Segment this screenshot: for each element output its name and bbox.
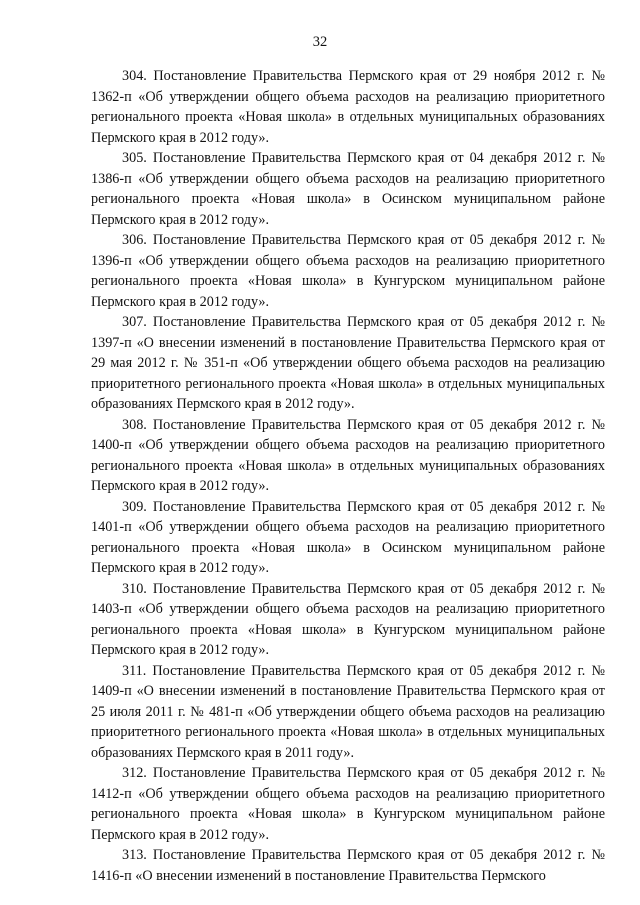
- list-item-311: 311. Постановление Правительства Пермского края от 05 декабря 2012 г. № 1409-п «О внесении изменений в постановление Правительства Пермского края от 25 июля 2011 г. № 481-п «Об утверждении общего объема расходов на реализацию приоритетного регионального проекта «Новая школа» в отдельных муниципальных образованиях Пермского края в 2011 году».: [91, 662, 605, 761]
- list-item-312: 312. Постановление Правительства Пермского края от 05 декабря 2012 г. № 1412-п «Об утверждении общего объема расходов на реализацию приоритетного регионального проекта «Новая школа» в Кунгурском муниципальном районе Пермского края в 2012 году».: [91, 765, 605, 843]
- list-item-308: 308. Постановление Правительства Пермского края от 05 декабря 2012 г. № 1400-п «Об утверждении общего объема расходов на реализацию приоритетного регионального проекта «Новая школа» в отдельных муниципальных образованиях Пермского края в 2012 году».: [91, 416, 605, 494]
- list-item-310: 310. Постановление Правительства Пермского края от 05 декабря 2012 г. № 1403-п «Об утверждении общего объема расходов на реализацию приоритетного регионального проекта «Новая школа» в Кунгурском муниципальном районе Пермского края в 2012 году».: [91, 580, 605, 658]
- list-item-309: 309. Постановление Правительства Пермского края от 05 декабря 2012 г. № 1401-п «Об утверждении общего объема расходов на реализацию приоритетного регионального проекта «Новая школа» в Осинском муниципальном районе Пермского края в 2012 году».: [91, 498, 605, 576]
- list-item-313: 313. Постановление Правительства Пермского края от 05 декабря 2012 г. № 1416-п «О внесении изменений в постановление Правительства Пермского: [91, 847, 605, 884]
- list-item-305: 305. Постановление Правительства Пермского края от 04 декабря 2012 г. № 1386-п «Об утверждении общего объема расходов на реализацию приоритетного регионального проекта «Новая школа» в Осинском муниципальном районе Пермского края в 2012 году».: [91, 150, 605, 228]
- list-item-306: 306. Постановление Правительства Пермского края от 05 декабря 2012 г. № 1396-п «Об утверждении общего объема расходов на реализацию приоритетного регионального проекта «Новая школа» в Кунгурском муниципальном районе Пермского края в 2012 году».: [91, 232, 605, 310]
- list-item-307: 307. Постановление Правительства Пермского края от 05 декабря 2012 г. № 1397-п «О внесении изменений в постановление Правительства Пермского края от 29 мая 2012 г. № 351-п «Об утверждении общего объема расходов на реализацию приоритетного регионального проекта «Новая школа» в отдельных муниципальных образованиях Пермского края в 2012 году».: [91, 314, 605, 412]
- list-item-304: 304. Постановление Правительства Пермского края от 29 ноября 2012 г. № 1362-п «Об утверждении общего объема расходов на реализацию приоритетного регионального проекта «Новая школа» в отдельных муниципальных образованиях Пермского края в 2012 году».: [91, 68, 605, 146]
- document-body: [91, 66, 605, 886]
- page-number: 32: [312, 34, 328, 50]
